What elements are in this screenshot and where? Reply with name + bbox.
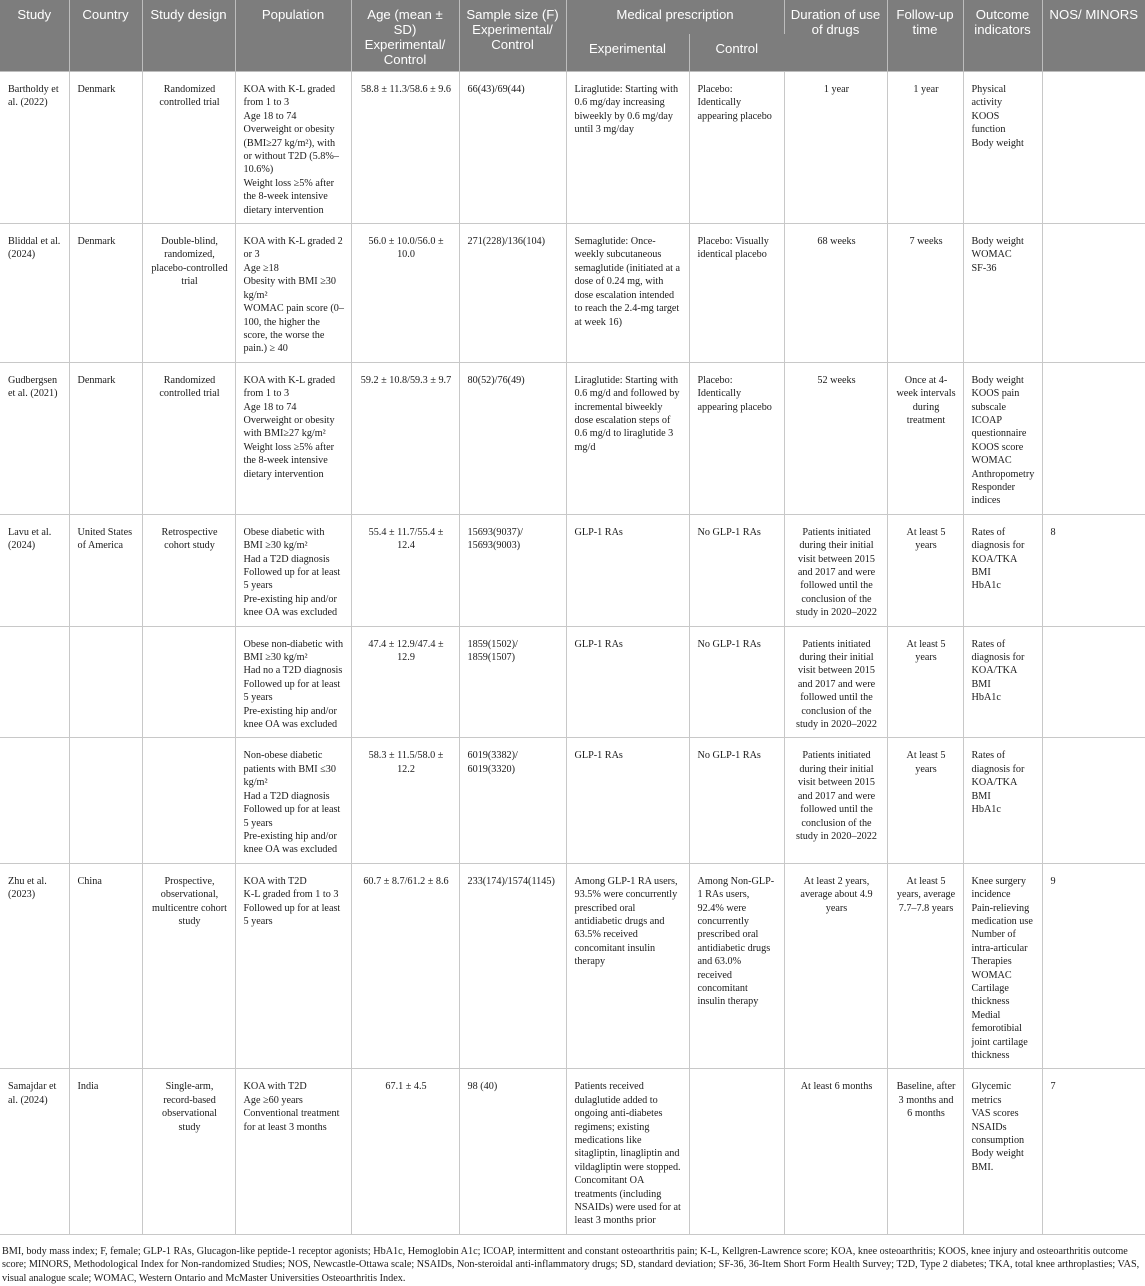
table-row [0, 514, 1145, 626]
outcome-line: Anthropometry [971, 468, 1035, 480]
outcome-line: NSAIDs consumption [971, 1121, 1025, 1147]
cell-control: No GLP-1 RAs [689, 738, 784, 863]
outcome-line: HbA1c [971, 692, 1001, 704]
table-row [0, 72, 1145, 224]
population-line: Followed up for at least 5 years [243, 567, 341, 592]
population-line: Followed up for at least 5 years [243, 902, 341, 927]
header-country: Country [69, 0, 142, 72]
outcome-line: KOOS function [971, 110, 1006, 136]
population-line: Age ≥18 [243, 262, 279, 274]
cell-age: 58.8 ± 11.3/58.6 ± 9.6 [351, 72, 459, 224]
outcome-line: WOMAC [971, 969, 1012, 981]
table-body [0, 72, 1145, 1235]
cell-followup: Baseline, after 3 months and 6 months [887, 1069, 963, 1234]
cell-study: Samajdar et al. (2024) [0, 1069, 69, 1234]
population-line: K-L graded from 1 to 3 [243, 889, 339, 901]
cell-country: India [69, 1069, 142, 1234]
cell-experimental: Liraglutide: Starting with 0.6 mg/day increasing biweekly by 0.6 mg/day until 3 mg/day [566, 72, 689, 224]
header-nos: NOS/ MINORS [1042, 0, 1145, 72]
cell-sample: 66(43)/69(44) [459, 72, 566, 224]
cell-outcome [963, 514, 1042, 626]
table-row [0, 224, 1145, 363]
population-line: KOA with T2D [243, 1081, 307, 1093]
cell-sample: 80(52)/76(49) [459, 362, 566, 514]
cell-age: 58.3 ± 11.5/58.0 ± 12.2 [351, 738, 459, 863]
cell-age: 55.4 ± 11.7/55.4 ± 12.4 [351, 514, 459, 626]
population-line: Followed up for at least 5 years [243, 678, 341, 704]
outcome-line: SF-36 [971, 262, 997, 274]
cell-population [235, 362, 351, 514]
population-line: Overweight or obesity (BMI≥27 kg/m²), with or without T2D (5.8%–10.6%) [243, 124, 339, 176]
cell-control [689, 1069, 784, 1234]
cell-population [235, 863, 351, 1069]
outcome-line: Pain-relieving medication use [971, 902, 1033, 927]
population-line: Conventional treatment for at least 3 months [243, 1108, 340, 1133]
header-population: Population [235, 0, 351, 72]
outcome-line: BMI [971, 790, 991, 802]
population-line: Had a T2D diagnosis [243, 790, 330, 802]
outcome-line: HbA1c [971, 580, 1001, 592]
cell-duration: 52 weeks [784, 362, 887, 514]
cell-age: 67.1 ± 4.5 [351, 1069, 459, 1234]
cell-control: No GLP-1 RAs [689, 626, 784, 738]
cell-population [235, 514, 351, 626]
cell-outcome [963, 224, 1042, 363]
population-line: Obese non-diabetic with BMI ≥30 kg/m² [243, 638, 344, 664]
population-line: KOA with K-L graded from 1 to 3 [243, 374, 336, 400]
cell-nos [1042, 626, 1145, 738]
cell-outcome [963, 626, 1042, 738]
cell-followup: At least 5 years [887, 738, 963, 863]
population-line: KOA with K-L graded 2 or 3 [243, 236, 343, 261]
cell-country: Denmark [69, 72, 142, 224]
cell-design: Retrospective cohort study [142, 514, 235, 626]
cell-age: 56.0 ± 10.0/56.0 ± 10.0 [351, 224, 459, 363]
header-study: Study [0, 0, 69, 72]
outcome-line: KOOS pain subscale [971, 388, 1020, 413]
header-control: Control [689, 34, 784, 71]
cell-sample: 271(228)/136(104) [459, 224, 566, 363]
header-age: Age (mean ± SD) Experimental/ Control [351, 0, 459, 72]
cell-control: Among Non-GLP-1 RAs users, 92.4% were concurrently prescribed oral antidiabetic drugs and 63.0% received concomitant insulin therapy [689, 863, 784, 1069]
cell-duration: Patients initiated during their initial visit between 2015 and 2017 and were followed until the conclusion of the study in 2020–2022 [784, 514, 887, 626]
header-duration: Duration of use of drugs [784, 0, 887, 72]
cell-study: Gudbergsen et al. (2021) [0, 362, 69, 514]
cell-sample: 1859(1502)/ 1859(1507) [459, 626, 566, 738]
cell-nos: 7 [1042, 1069, 1145, 1234]
cell-outcome [963, 362, 1042, 514]
outcome-line: Rates of diagnosis for KOA/TKA [971, 526, 1025, 565]
cell-design: Randomized controlled trial [142, 72, 235, 224]
cell-sample: 98 (40) [459, 1069, 566, 1234]
population-line: Obese diabetic with BMI ≥30 kg/m² [243, 526, 325, 552]
population-line: Weight loss ≥5% after the 8-week intensive dietary intervention [243, 441, 334, 480]
cell-experimental: Among GLP-1 RA users, 93.5% were concurrently prescribed oral antidiabetic drugs and 63.5% received concomitant insulin therapy [566, 863, 689, 1069]
outcome-line: VAS scores [971, 1108, 1019, 1120]
cell-followup: 7 weeks [887, 224, 963, 363]
cell-experimental: GLP-1 RAs [566, 514, 689, 626]
cell-population [235, 72, 351, 224]
cell-design: Single-arm, record-based observational study [142, 1069, 235, 1234]
cell-duration: 1 year [784, 72, 887, 224]
cell-study: Bartholdy et al. (2022) [0, 72, 69, 224]
cell-nos: 9 [1042, 863, 1145, 1069]
header-followup: Follow-up time [887, 0, 963, 72]
outcome-line: Rates of diagnosis for KOA/TKA [971, 750, 1025, 789]
cell-followup: At least 5 years, average 7.7–7.8 years [887, 863, 963, 1069]
cell-duration: At least 2 years, average about 4.9 years [784, 863, 887, 1069]
cell-design [142, 738, 235, 863]
outcome-line: Body weight [971, 374, 1024, 386]
cell-followup: 1 year [887, 72, 963, 224]
cell-experimental: GLP-1 RAs [566, 738, 689, 863]
cell-study [0, 626, 69, 738]
population-line: Age 18 to 74 [243, 110, 297, 122]
population-line: Weight loss ≥5% after the 8-week intensive dietary intervention [243, 177, 334, 216]
header-design: Study design [142, 0, 235, 72]
outcome-line: Cartilage thickness [971, 982, 1010, 1008]
cell-control: No GLP-1 RAs [689, 514, 784, 626]
cell-country: Denmark [69, 224, 142, 363]
cell-population [235, 1069, 351, 1234]
cell-population [235, 224, 351, 363]
outcome-line: Medial femorotibial joint cartilage thickness [971, 1009, 1028, 1061]
cell-country [69, 626, 142, 738]
population-line: KOA with T2D [243, 875, 307, 887]
header-experimental: Experimental [566, 34, 689, 71]
cell-age: 59.2 ± 10.8/59.3 ± 9.7 [351, 362, 459, 514]
population-line: Obesity with BMI ≥30 kg/m² [243, 276, 336, 301]
outcome-line: Body weight [971, 1148, 1024, 1160]
population-line: Age ≥60 years [243, 1094, 303, 1106]
table-row [0, 362, 1145, 514]
outcome-line: Responder indices [971, 481, 1016, 507]
cell-sample: 233(174)/1574(1145) [459, 863, 566, 1069]
outcome-line: Rates of diagnosis for KOA/TKA [971, 638, 1025, 677]
cell-nos [1042, 224, 1145, 363]
cell-sample: 6019(3382)/ 6019(3320) [459, 738, 566, 863]
cell-nos [1042, 72, 1145, 224]
cell-population [235, 626, 351, 738]
cell-experimental: Liraglutide: Starting with 0.6 mg/d and followed by incremental biweekly dose escalation steps of 0.6 mg/d to liraglutide 3 mg/d [566, 362, 689, 514]
cell-country: United States of America [69, 514, 142, 626]
population-line: Non-obese diabetic patients with BMI ≤30 kg/m² [243, 750, 336, 789]
outcome-line: BMI. [971, 1161, 994, 1173]
cell-sample: 15693(9037)/ 15693(9003) [459, 514, 566, 626]
cell-country [69, 738, 142, 863]
outcome-line: WOMAC [971, 455, 1012, 467]
cell-study: Bliddal et al. (2024) [0, 224, 69, 363]
cell-followup: At least 5 years [887, 626, 963, 738]
outcome-line: Body weight [971, 236, 1024, 248]
outcome-line: HbA1c [971, 804, 1001, 816]
table-row [0, 1069, 1145, 1234]
cell-design: Double-blind, randomized, placebo-controlled trial [142, 224, 235, 363]
outcome-line: Number of intra-articular Therapies [971, 929, 1028, 968]
cell-experimental: Patients received dulaglutide added to ongoing anti-diabetes regimens; existing medications like sitagliptin, linagliptin and vildagliptin were stopped. Concomitant OA treatments (including NSAIDs) were used for at least 3 months prior [566, 1069, 689, 1234]
population-line: Had a T2D diagnosis [243, 553, 330, 565]
cell-followup: Once at 4-week intervals during treatment [887, 362, 963, 514]
cell-experimental: GLP-1 RAs [566, 626, 689, 738]
cell-duration: At least 6 months [784, 1069, 887, 1234]
cell-nos [1042, 738, 1145, 863]
population-line: Pre-existing hip and/or knee OA was excluded [243, 830, 338, 856]
outcome-line: Body weight [971, 137, 1024, 149]
population-line: Pre-existing hip and/or knee OA was excluded [243, 705, 338, 731]
cell-country: Denmark [69, 362, 142, 514]
cell-design [142, 626, 235, 738]
cell-country: China [69, 863, 142, 1069]
cell-outcome [963, 1069, 1042, 1234]
table-row [0, 738, 1145, 863]
outcome-line: BMI [971, 678, 991, 690]
outcome-line: KOOS score [971, 441, 1024, 453]
cell-outcome [963, 72, 1042, 224]
header-outcome: Outcome indicators [963, 0, 1042, 72]
table-footnote: BMI, body mass index; F, female; GLP-1 RAs, Glucagon-like peptide-1 receptor agonists; HbA1c, Hemoglobin A1c; ICOAP, intermittent and constant osteoarthritis pain; K-L, Kellgren-Lawrence score; KOA, knee osteoarthritis; KOOS, knee injury and osteoarthritis outcome score; MINORS, Methodological Index for Non-randomized Studies; NOS, Newcastle-Ottawa scale; NSAIDs, Non-steroidal anti-inflammatory drugs; SD, standard deviation; SF-36, 36-Item Short Form Health Survey; T2D, Type 2 diabetes; TKA, total knee arthroplasties; VAS, visual analogue scale; WOMAC, Western Ontario and McMaster Universities Osteoarthritis Index. [2, 1245, 1140, 1285]
outcome-line: BMI [971, 567, 991, 578]
cell-duration: Patients initiated during their initial visit between 2015 and 2017 and were followed until the conclusion of the study in 2020–2022 [784, 738, 887, 863]
outcome-line: WOMAC [971, 249, 1012, 261]
population-line: Age 18 to 74 [243, 401, 297, 413]
cell-followup: At least 5 years [887, 514, 963, 626]
outcome-line: Physical activity [971, 84, 1007, 109]
cell-study: Lavu et al. (2024) [0, 514, 69, 626]
cell-design: Randomized controlled trial [142, 362, 235, 514]
cell-outcome [963, 738, 1042, 863]
population-line: Overweight or obesity with BMI≥27 kg/m² [243, 414, 335, 440]
cell-control: Placebo: Visually identical placebo [689, 224, 784, 363]
population-line: Pre-existing hip and/or knee OA was excluded [243, 593, 338, 619]
cell-age: 60.7 ± 8.7/61.2 ± 8.6 [351, 863, 459, 1069]
cell-nos [1042, 362, 1145, 514]
cell-duration: Patients initiated during their initial visit between 2015 and 2017 and were followed until the conclusion of the study in 2020–2022 [784, 626, 887, 738]
cell-study: Zhu et al. (2023) [0, 863, 69, 1069]
cell-control: Placebo: Identically appearing placebo [689, 362, 784, 514]
cell-age: 47.4 ± 12.9/47.4 ± 12.9 [351, 626, 459, 738]
population-line: Followed up for at least 5 years [243, 804, 341, 829]
outcome-line: Glycemic metrics [971, 1081, 1012, 1106]
cell-population [235, 738, 351, 863]
header-sample: Sample size (F) Experimental/ Control [459, 0, 566, 72]
population-line: Had no a T2D diagnosis [243, 665, 343, 677]
outcome-line: ICOAP questionnaire [971, 414, 1027, 440]
cell-study [0, 738, 69, 863]
cell-design: Prospective, observational, multicentre cohort study [142, 863, 235, 1069]
population-line: KOA with K-L graded from 1 to 3 [243, 84, 336, 109]
header-prescription: Medical prescription [566, 0, 784, 34]
cell-duration: 68 weeks [784, 224, 887, 363]
table-row [0, 626, 1145, 738]
cell-control: Placebo: Identically appearing placebo [689, 72, 784, 224]
population-line: WOMAC pain score (0–100, the higher the score, the worse the pain.) ≥ 40 [243, 303, 344, 355]
outcome-line: Knee surgery incidence [971, 875, 1026, 901]
cell-experimental: Semaglutide: Once-weekly subcutaneous semaglutide (initiated at a dose of 0.24 mg, with dose escalation intended to reach the 2.4-mg target at week 16) [566, 224, 689, 363]
table-row [0, 863, 1145, 1069]
cell-nos: 8 [1042, 514, 1145, 626]
cell-outcome [963, 863, 1042, 1069]
